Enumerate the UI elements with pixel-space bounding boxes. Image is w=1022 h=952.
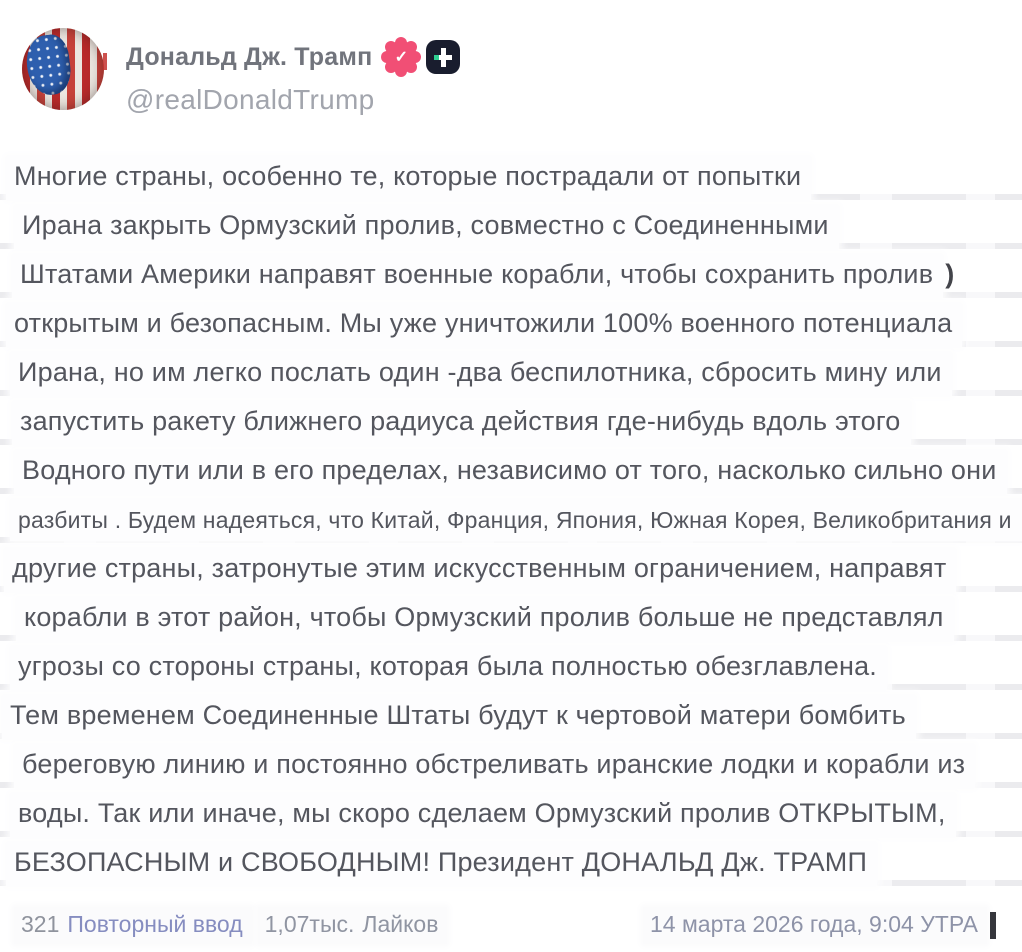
user-handle[interactable]: @realDonaldTrump <box>126 84 375 115</box>
post-line: угрозы со стороны страны, которая была полностью обезглавлена. <box>0 646 1022 695</box>
verified-badge-icon: ✓ <box>385 41 417 73</box>
post-line: воды. Так или иначе, мы скоро сделаем Ормузский пролив ОТКРЫТЫМ, <box>0 793 1022 842</box>
likes-count: 1,07тыс. <box>264 910 355 937</box>
retruths-stat[interactable] <box>14 907 252 944</box>
retruths-label: Повторный ввод <box>67 910 243 937</box>
post-line: Водного пути или в его пределах, независимо от того, насколько сильно они <box>0 450 1022 499</box>
post-line: Ирана, но им легко послать один -два беспилотника, сбросить мину или <box>0 352 1022 401</box>
likes-label: Лайков <box>362 910 439 937</box>
flag-face-image <box>24 33 74 98</box>
post-line: разбиты . Будем надеяться, что Китай, Франция, Япония, Южная Корея, Великобритания и <box>0 499 1022 548</box>
post-timestamp[interactable]: 14 марта 2026 года, 9:04 УТРА <box>643 907 987 944</box>
post-line: другие страны, затронутые этим искусственным ограничением, направят <box>0 548 1022 597</box>
post-line: БЕЗОПАСНЫМ и СВОБОДНЫМ! Президент ДОНАЛЬД Дж. ТРАМП <box>0 842 1022 891</box>
post-footer <box>0 898 1022 952</box>
plus-badge-icon <box>426 40 460 74</box>
post-line: Ирана закрыть Ормузский пролив, совместно с Соединенными <box>0 205 1022 254</box>
post-header <box>0 0 1022 116</box>
post-line: открытым и безопасным. Мы уже уничтожили 100% военного потенциала <box>0 303 1022 352</box>
retruths-count: 321 <box>21 910 60 937</box>
post-line: Штатами Америки направят военные корабли, чтобы сохранить пролив ) <box>0 254 1022 303</box>
post-line: запустить ракету ближнего радиуса действия где-нибудь вдоль этого <box>0 401 1022 450</box>
post-line: береговую линию и постоянно обстреливать иранские лодки и корабли из <box>0 744 1022 793</box>
likes-stat[interactable] <box>258 907 448 944</box>
post-line: корабли в этот район, чтобы Ормузский пролив больше не представлял <box>0 597 1022 646</box>
avatar[interactable] <box>22 28 104 110</box>
display-name[interactable]: Дональд Дж. Трамп <box>126 42 373 71</box>
image-artifact <box>103 53 107 70</box>
post-body <box>0 154 1022 891</box>
untranslated-fragment: ) <box>945 259 955 289</box>
text-cursor <box>990 912 996 939</box>
post-line: Тем временем Соединенные Штаты будут к чертовой матери бомбить <box>0 695 1022 744</box>
post-line: Многие страны, особенно те, которые пострадали от попытки <box>0 156 1022 205</box>
